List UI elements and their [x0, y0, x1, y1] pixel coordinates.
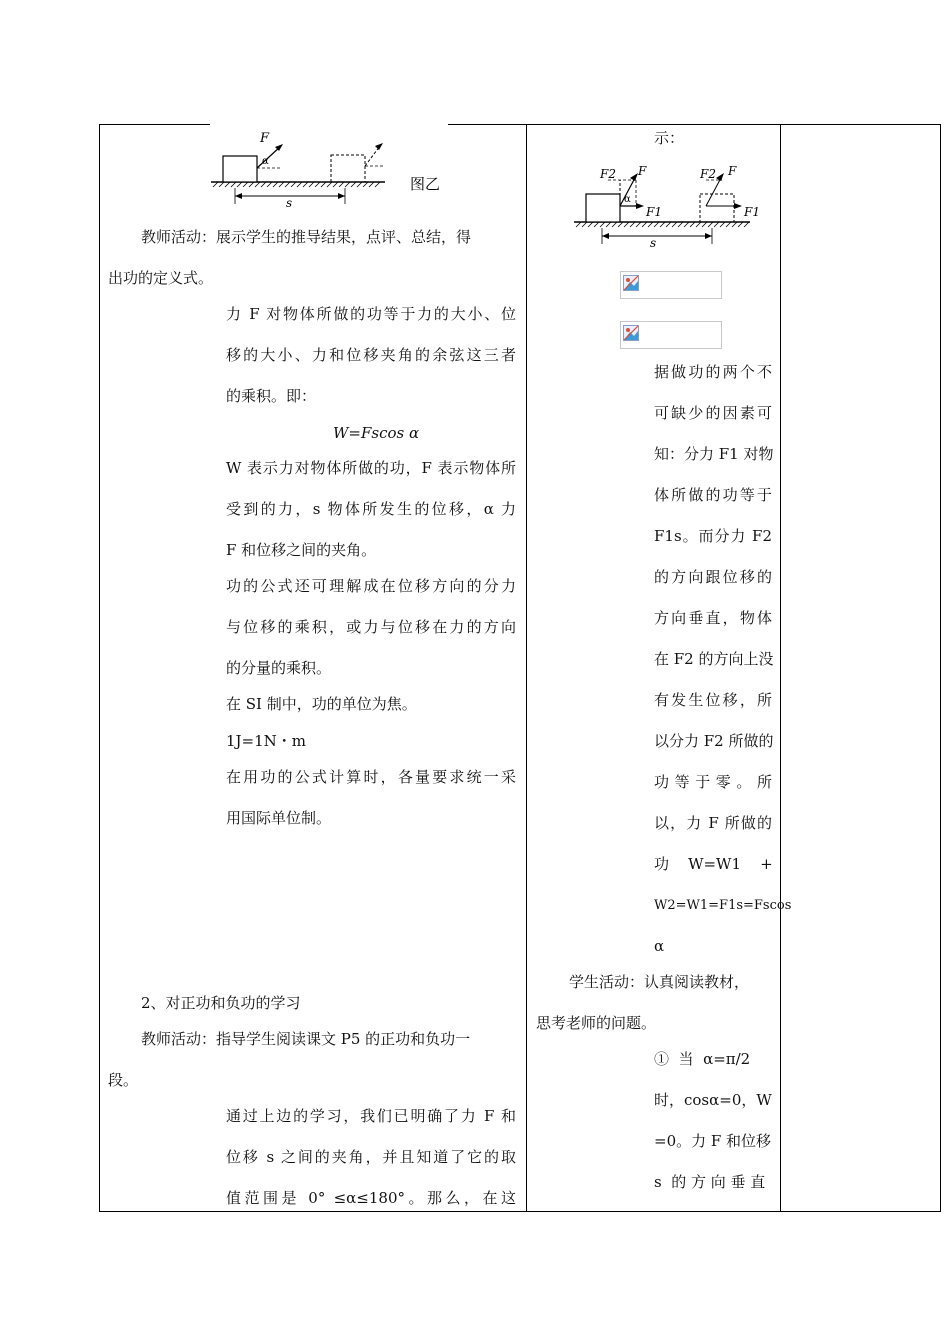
work-formula: W=Fscos α	[333, 424, 420, 442]
definition-line-2: 移的大小、力和位移夹角的余弦这三者	[226, 346, 516, 364]
force-components-figure	[572, 162, 760, 250]
explanation-line-3: F 和位移之间的夹角。	[226, 541, 377, 559]
definition-line-1: 力 F 对物体所做的功等于力的大小、位	[226, 305, 516, 323]
f2-label-right: F2	[700, 167, 716, 181]
broken-image-1	[620, 271, 722, 299]
f1-label-left: F1	[646, 205, 662, 219]
broken-image-icon	[623, 325, 639, 341]
column-divider-1	[526, 124, 527, 1212]
displacement-label: s	[286, 196, 293, 210]
student-activity-1-cont: 思考老师的问题。	[536, 1014, 657, 1032]
col2-top-text: 示：	[654, 129, 685, 147]
explanation-line-2: 受到的力，s 物体所发生的位移，α 力	[226, 500, 516, 518]
col2-line-13: 功 W=W1 +	[654, 855, 773, 873]
force-displacement-figure	[205, 126, 455, 210]
col2-line-1: 据做功的两个不	[654, 363, 772, 381]
f2-label-left: F2	[600, 167, 616, 181]
alpha-label-right: α	[624, 194, 631, 205]
col2-line-8: 在 F2 的方向上没	[654, 650, 774, 668]
f1-label-right: F1	[744, 205, 760, 219]
teacher-activity-2: 教师活动：指导学生阅读课文 P5 的正功和负功一	[141, 1030, 471, 1048]
teacher-activity-1: 教师活动：展示学生的推导结果，点评、总结，得	[141, 228, 472, 246]
table-left-border	[99, 124, 100, 1212]
joule-definition: 1J=1N・m	[226, 732, 307, 750]
col2-line-4: 体所做的功等于	[654, 486, 772, 504]
col2-line-7: 方向垂直，物体	[654, 609, 772, 627]
student-activity-1: 学生活动：认真阅读教材，	[569, 973, 750, 991]
alternate-line-1: 功的公式还可理解成在位移方向的分力	[226, 577, 516, 595]
col2-line-12: 以，力 F 所做的	[654, 814, 772, 832]
displacement-label-right: s	[650, 236, 657, 250]
f-label-left: F	[638, 164, 647, 178]
col2-line-11: 功等于零。所	[654, 773, 772, 791]
col2-line-3: 知：分力 F1 对物	[654, 445, 774, 463]
case-line-3: =0。力 F 和位移	[654, 1132, 772, 1150]
explanation-line-1: W 表示力对物体所做的功，F 表示物体所	[226, 459, 516, 477]
alternate-line-3: 的分量的乘积。	[226, 659, 332, 677]
case-line-2: 时，cosα=0，W	[654, 1091, 772, 1109]
f-label-right: F	[728, 164, 737, 178]
col2-line-15: α	[654, 937, 665, 955]
paragraph-line-2: 位移 s 之间的夹角，并且知道了它的取	[226, 1148, 516, 1166]
col2-line-14: W2=W1=F1s=Fscos	[654, 898, 792, 913]
table-top-border-right	[448, 124, 941, 125]
teacher-activity-2-cont: 段。	[108, 1071, 139, 1089]
paragraph-line-1: 通过上边的学习，我们已明确了力 F 和	[226, 1107, 516, 1125]
force-label: F	[260, 131, 270, 146]
column-divider-2	[780, 124, 781, 1212]
broken-image-2	[620, 321, 722, 349]
definition-line-3: 的乘积。即：	[226, 387, 317, 405]
broken-image-icon	[623, 275, 639, 291]
case-line-4: s 的 方 向 垂 直	[654, 1173, 766, 1191]
col2-line-6: 的方向跟位移的	[654, 568, 772, 586]
case-line-1: ① 当 α=π/2	[654, 1050, 751, 1068]
col2-line-2: 可缺少的因素可	[654, 404, 772, 422]
table-top-border-left	[99, 124, 210, 125]
col2-line-5: F1s。而分力 F2	[654, 527, 772, 545]
section-2-heading: 2、对正功和负功的学习	[141, 994, 301, 1012]
alternate-line-2: 与位移的乘积，或力与位移在力的方向	[226, 618, 516, 636]
col2-line-9: 有发生位移，所	[654, 691, 772, 709]
table-right-border	[940, 124, 941, 1212]
unit-note-line-2: 用国际单位制。	[226, 809, 332, 827]
figure-caption: 图乙	[410, 175, 441, 193]
paragraph-line-3: 值范围是 0° ≤α≤180°。那么，在这	[226, 1189, 516, 1207]
col2-line-10: 以分力 F2 所做的	[654, 732, 774, 750]
angle-label: α	[262, 156, 269, 167]
unit-note-line-1: 在用功的公式计算时，各量要求统一采	[226, 768, 516, 786]
teacher-activity-1-cont: 出功的定义式。	[108, 269, 214, 287]
si-unit-line: 在 SI 制中，功的单位为焦。	[226, 695, 417, 713]
